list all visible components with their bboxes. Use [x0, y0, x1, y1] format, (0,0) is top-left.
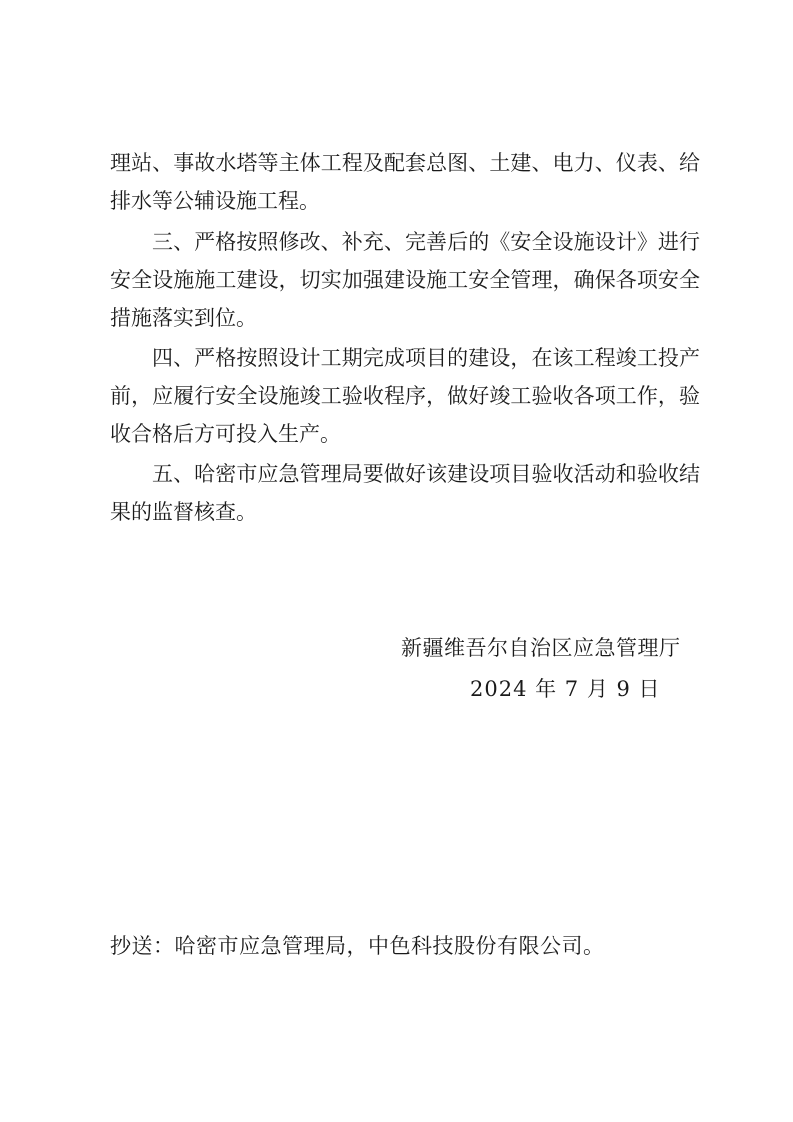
paragraph-3-line-3: 措施落实到位。	[110, 306, 257, 330]
carbon-copy-line: 抄送：哈密市应急管理局，中色科技股份有限公司。	[110, 934, 605, 958]
paragraph-4-line-2: 前，应履行安全设施竣工验收程序，做好竣工验收各项工作，验	[110, 384, 700, 408]
paragraph-3-line-1: 三、严格按照修改、补充、完善后的《安全设施设计》进行	[152, 230, 700, 254]
paragraph-4-line-3: 收合格后方可投入生产。	[110, 422, 341, 446]
body-line-1: 理站、事故水塔等主体工程及配套总图、土建、电力、仪表、给	[110, 151, 700, 175]
paragraph-3-line-2: 安全设施施工建设，切实加强建设施工安全管理，确保各项安全	[110, 268, 700, 292]
body-line-2: 排水等公辅设施工程。	[110, 189, 320, 213]
signature-date: 2024 年 7 月 9 日	[470, 677, 661, 701]
paragraph-4-line-1: 四、严格按照设计工期完成项目的建设，在该工程竣工投产	[152, 346, 700, 370]
signature-organization: 新疆维吾尔自治区应急管理厅	[401, 636, 681, 660]
paragraph-5-line-2: 果的监督核查。	[110, 500, 257, 524]
paragraph-5-line-1: 五、哈密市应急管理局要做好该建设项目验收活动和验收结	[152, 462, 700, 486]
